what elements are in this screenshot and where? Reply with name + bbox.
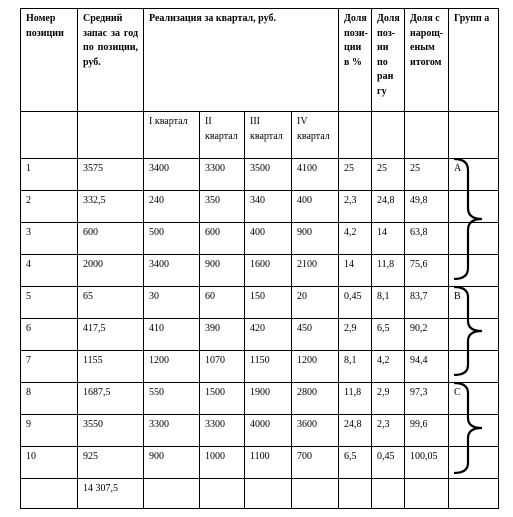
cell-empty: [372, 479, 405, 509]
cell-quarter-sales: 1070: [200, 351, 245, 383]
cell-empty: [21, 479, 78, 509]
cell-share-position: 14: [339, 255, 372, 287]
cell-quarter-sales: 1900: [245, 383, 292, 415]
subheader-empty: [405, 112, 449, 159]
subheader-empty: [449, 112, 499, 159]
cell-avg-stock: 65: [78, 287, 144, 319]
cell-quarter-sales: 900: [292, 223, 339, 255]
table-row: [21, 415, 499, 447]
table-row: [21, 383, 499, 415]
cell-group: [449, 447, 499, 479]
cell-share-cumulative: 83,7: [405, 287, 449, 319]
cell-share-cumulative: 90,2: [405, 319, 449, 351]
cell-group: [449, 223, 499, 255]
header-sales: Реализация за квартал, руб.: [144, 9, 339, 112]
cell-position-no: 10: [21, 447, 78, 479]
cell-share-rank: 8,1: [372, 287, 405, 319]
cell-quarter-sales: 340: [245, 191, 292, 223]
cell-share-rank: 4,2: [372, 351, 405, 383]
cell-quarter-sales: 3600: [292, 415, 339, 447]
cell-quarter-sales: 3300: [144, 415, 200, 447]
cell-share-cumulative: 100,05: [405, 447, 449, 479]
cell-empty: [200, 479, 245, 509]
cell-empty: [339, 479, 372, 509]
cell-position-no: 6: [21, 319, 78, 351]
cell-empty: [245, 479, 292, 509]
cell-share-cumulative: 97,3: [405, 383, 449, 415]
header-group: Групп а: [449, 9, 499, 112]
subheader-quarter: IV квартал: [292, 112, 339, 159]
cell-quarter-sales: 1200: [292, 351, 339, 383]
cell-share-rank: 0,45: [372, 447, 405, 479]
cell-avg-stock: 600: [78, 223, 144, 255]
cell-quarter-sales: 350: [200, 191, 245, 223]
cell-quarter-sales: 60: [200, 287, 245, 319]
subheader-empty: [78, 112, 144, 159]
cell-quarter-sales: 390: [200, 319, 245, 351]
cell-avg-stock: 2000: [78, 255, 144, 287]
cell-share-position: 0,45: [339, 287, 372, 319]
header-share-rank: Доля поз-ии по ран гу: [372, 9, 405, 112]
cell-position-no: 7: [21, 351, 78, 383]
cell-empty: [144, 479, 200, 509]
cell-avg-stock: 1155: [78, 351, 144, 383]
cell-share-cumulative: 75,6: [405, 255, 449, 287]
table-row: [21, 447, 499, 479]
table-row: [21, 287, 499, 319]
cell-quarter-sales: 900: [200, 255, 245, 287]
cell-quarter-sales: 700: [292, 447, 339, 479]
cell-empty: [405, 479, 449, 509]
subheader-quarter: I квартал: [144, 112, 200, 159]
cell-position-no: 5: [21, 287, 78, 319]
cell-quarter-sales: 1100: [245, 447, 292, 479]
cell-share-rank: 25: [372, 159, 405, 191]
subheader-empty: [339, 112, 372, 159]
cell-quarter-sales: 1000: [200, 447, 245, 479]
cell-share-cumulative: 49,8: [405, 191, 449, 223]
cell-position-no: 9: [21, 415, 78, 447]
cell-quarter-sales: 3300: [200, 415, 245, 447]
table-body: [21, 159, 499, 509]
table-row: [21, 159, 499, 191]
cell-quarter-sales: 420: [245, 319, 292, 351]
cell-quarter-sales: 1600: [245, 255, 292, 287]
cell-position-no: 1: [21, 159, 78, 191]
cell-avg-stock: 417,5: [78, 319, 144, 351]
cell-share-cumulative: 63,8: [405, 223, 449, 255]
subheader-empty: [372, 112, 405, 159]
cell-empty: [292, 479, 339, 509]
cell-avg-stock: 3550: [78, 415, 144, 447]
cell-avg-stock: 1687,5: [78, 383, 144, 415]
subheader-quarter: III квартал: [245, 112, 292, 159]
cell-position-no: 2: [21, 191, 78, 223]
cell-quarter-sales: 400: [245, 223, 292, 255]
cell-quarter-sales: 1150: [245, 351, 292, 383]
cell-quarter-sales: 1200: [144, 351, 200, 383]
cell-share-rank: 2,9: [372, 383, 405, 415]
cell-group: [449, 191, 499, 223]
cell-group: [449, 351, 499, 383]
cell-share-position: 2,9: [339, 319, 372, 351]
header-share-cumulative: Доля с нарощ-еным итогом: [405, 9, 449, 112]
cell-quarter-sales: 2100: [292, 255, 339, 287]
abc-analysis-table: [20, 8, 499, 509]
cell-position-no: 8: [21, 383, 78, 415]
cell-share-position: 6,5: [339, 447, 372, 479]
header-avg-stock: Средний запас за год по позиции, руб.: [78, 9, 144, 112]
cell-quarter-sales: 450: [292, 319, 339, 351]
cell-quarter-sales: 400: [292, 191, 339, 223]
cell-share-cumulative: 99,6: [405, 415, 449, 447]
cell-position-no: 4: [21, 255, 78, 287]
cell-share-position: 4,2: [339, 223, 372, 255]
table-row: [21, 319, 499, 351]
cell-quarter-sales: 3300: [200, 159, 245, 191]
cell-quarter-sales: 410: [144, 319, 200, 351]
cell-share-rank: 2,3: [372, 415, 405, 447]
cell-quarter-sales: 3400: [144, 255, 200, 287]
cell-share-cumulative: 25: [405, 159, 449, 191]
cell-share-rank: 6,5: [372, 319, 405, 351]
cell-share-rank: 14: [372, 223, 405, 255]
cell-quarter-sales: 3500: [245, 159, 292, 191]
subheader-empty: [21, 112, 78, 159]
cell-share-rank: 11,8: [372, 255, 405, 287]
cell-share-position: 8,1: [339, 351, 372, 383]
cell-quarter-sales: 1500: [200, 383, 245, 415]
total-row: [21, 479, 499, 509]
table-row: [21, 223, 499, 255]
header-position-no: Номер позиции: [21, 9, 78, 112]
cell-share-position: 25: [339, 159, 372, 191]
cell-share-cumulative: 94,4: [405, 351, 449, 383]
cell-group: A: [449, 159, 499, 191]
cell-quarter-sales: 550: [144, 383, 200, 415]
cell-group: [449, 255, 499, 287]
table-row: [21, 351, 499, 383]
cell-position-no: 3: [21, 223, 78, 255]
cell-quarter-sales: 2800: [292, 383, 339, 415]
cell-group: [449, 415, 499, 447]
cell-avg-stock: 925: [78, 447, 144, 479]
cell-avg-stock: 332,5: [78, 191, 144, 223]
cell-share-position: 2,3: [339, 191, 372, 223]
cell-empty: [449, 479, 499, 509]
cell-group: B: [449, 287, 499, 319]
cell-quarter-sales: 20: [292, 287, 339, 319]
cell-quarter-sales: 150: [245, 287, 292, 319]
cell-avg-stock: 3575: [78, 159, 144, 191]
table-row: [21, 255, 499, 287]
cell-quarter-sales: 600: [200, 223, 245, 255]
cell-quarter-sales: 240: [144, 191, 200, 223]
cell-quarter-sales: 4000: [245, 415, 292, 447]
subheader-quarter: II квартал: [200, 112, 245, 159]
cell-quarter-sales: 500: [144, 223, 200, 255]
cell-share-position: 24,8: [339, 415, 372, 447]
header-share-position: Доля пози-ции в %: [339, 9, 372, 112]
table-row: [21, 191, 499, 223]
cell-group: [449, 319, 499, 351]
cell-share-position: 11,8: [339, 383, 372, 415]
cell-group: C: [449, 383, 499, 415]
cell-total-stock: 14 307,5: [78, 479, 144, 509]
cell-quarter-sales: 3400: [144, 159, 200, 191]
cell-quarter-sales: 30: [144, 287, 200, 319]
cell-share-rank: 24,8: [372, 191, 405, 223]
cell-quarter-sales: 4100: [292, 159, 339, 191]
cell-quarter-sales: 900: [144, 447, 200, 479]
